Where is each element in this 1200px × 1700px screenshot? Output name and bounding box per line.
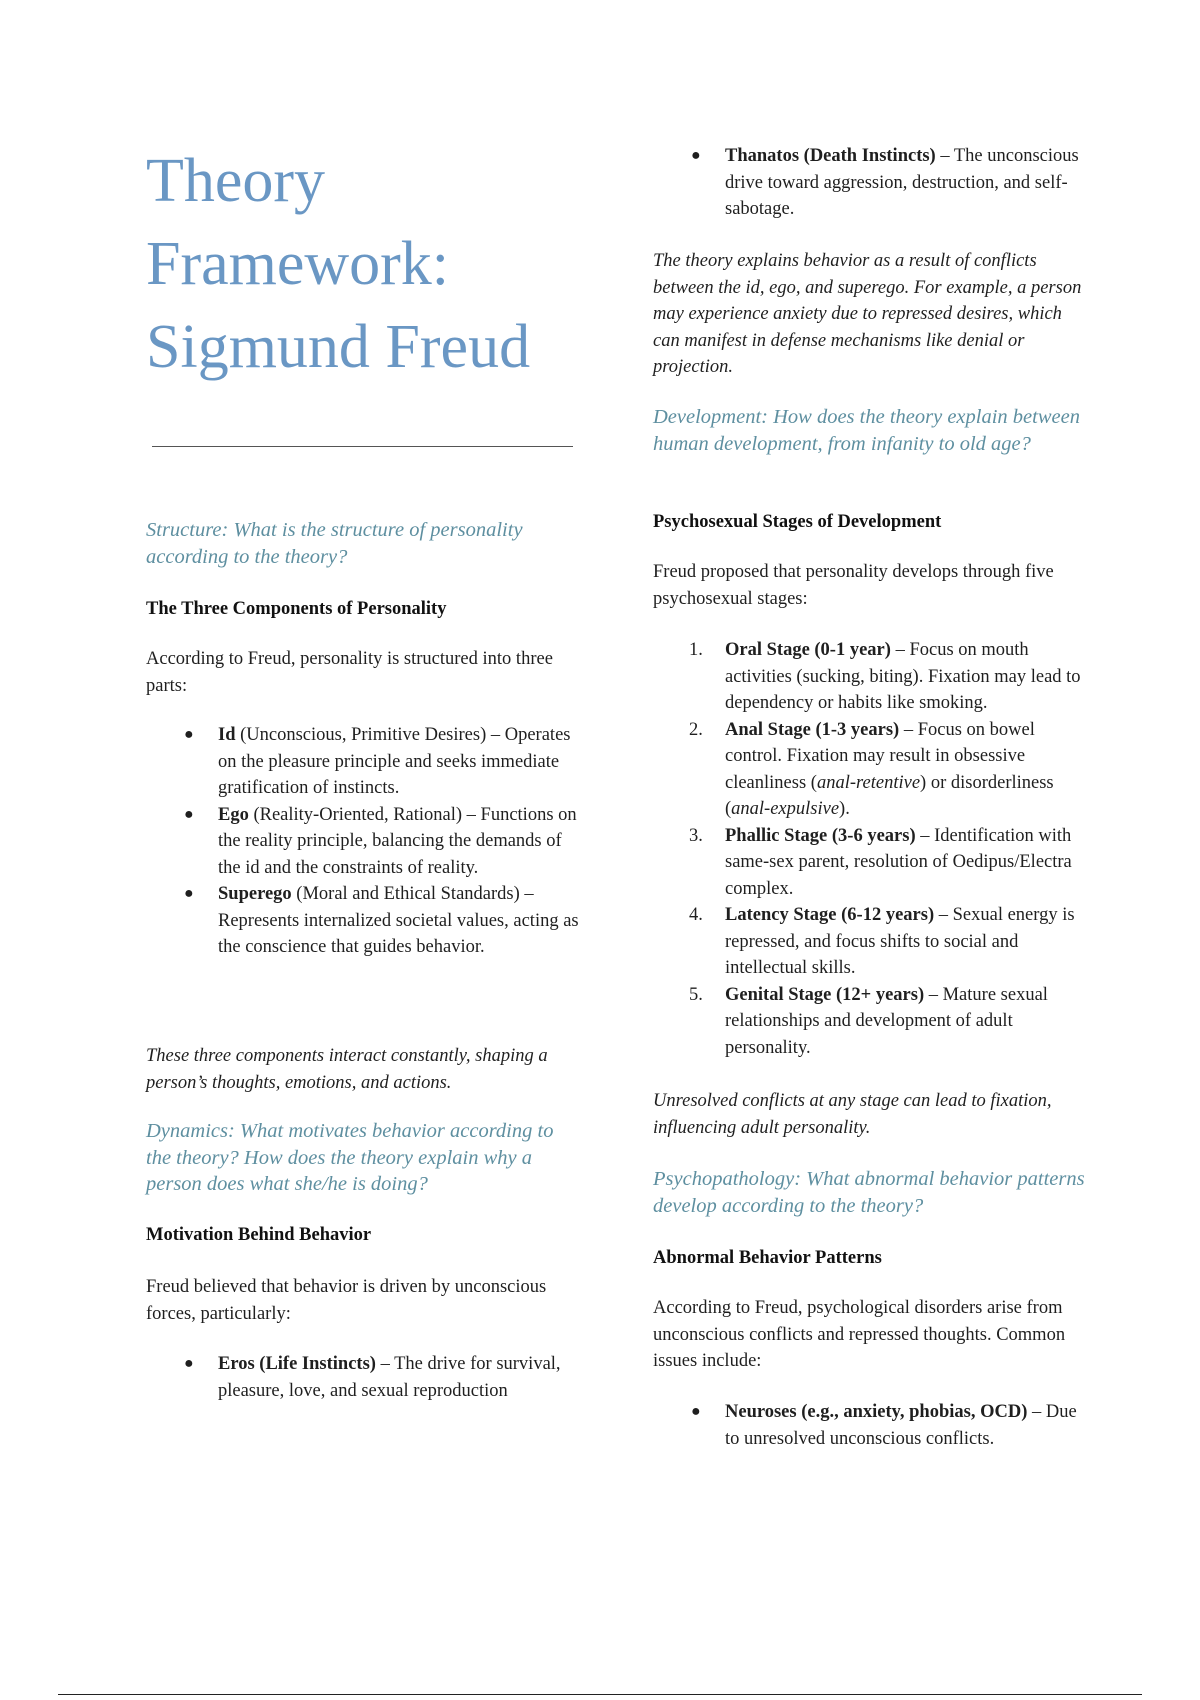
item-term: Eros (Life Instincts) [218,1354,376,1374]
list-item-thanatos [653,143,1093,223]
item-number: 2. [689,719,703,740]
title-line-1: Theory [146,147,326,215]
structure-summary: These three components interact constantly, shaping a person’s thoughts, emotions, and actions. [146,1046,548,1093]
page-title [146,140,586,389]
bullet-icon: ● [691,1403,701,1420]
psychopathology-heading: Abnormal Behavior Patterns [653,1248,882,1268]
item-text: – The unconscious drive toward aggression, destruction, and self-sabotage. [725,146,1079,219]
item-text: (Unconscious, Primitive Desires) – Operates on the pleasure principle and seeks immediate gratification of instincts. [218,725,571,798]
list-item-oral-stage [653,637,1093,717]
development-question: Development: How does the theory explain between human development, from infanity to old age? [653,406,1080,455]
structure-intro: According to Freud, personality is structured into three parts: [146,649,553,696]
title-line-3: Sigmund Freud [146,313,531,381]
list-item-phallic-stage [653,823,1093,903]
item-text: – Focus on bowel control. Fixation may result in obsessive cleanliness ( [725,719,1035,793]
instincts-list-right [653,143,1093,223]
item-text: – Due to unresolved unconscious conflicts. [725,1402,1077,1449]
bullet-icon: ● [184,1355,194,1372]
dynamics-summary: The theory explains behavior as a result of conflicts between the id, ego, and superego. For example, a person may experience anxiety due to repressed desires, which can manifest in defense mechanisms like denial or projection. [653,251,1082,377]
title-line-2: Framework: [146,230,450,298]
disorders-list [653,1399,1093,1452]
bullet-icon: ● [691,147,701,164]
structure-question: Structure: What is the structure of personality according to the theory? [146,519,523,568]
list-item-anal-stage [653,717,1093,823]
development-heading: Psychosexual Stages of Development [653,512,942,532]
item-emphasis: anal-expulsive [731,799,840,819]
item-term: Anal Stage (1-3 years) [725,719,900,740]
instincts-list-left [146,1351,582,1404]
item-term: Superego [218,884,292,904]
item-text: – Focus on mouth activities (sucking, biting). Fixation may lead to dependency or habits like smoking. [725,640,1081,713]
item-term: Thanatos (Death Instincts) [725,146,936,166]
list-item-genital-stage [653,982,1093,1062]
item-number: 5. [689,984,703,1005]
item-number: 3. [689,825,703,846]
item-text: ). [839,799,850,819]
dynamics-intro: Freud believed that behavior is driven by unconscious forces, particularly: [146,1277,547,1324]
item-text: – Mature sexual relationships and development of adult personality. [725,984,1048,1058]
item-term: Neuroses (e.g., anxiety, phobias, OCD) [725,1402,1028,1422]
item-text: (Moral and Ethical Standards) – Represents internalized societal values, acting as the conscience that guides behavior. [218,884,579,957]
dynamics-heading: Motivation Behind Behavior [146,1225,372,1245]
bullet-icon: ● [184,805,194,823]
item-term: Ego [218,804,249,825]
title-divider [152,446,573,447]
item-term: Latency Stage (6-12 years) [725,905,935,925]
psychopathology-intro: According to Freud, psychological disorders arise from unconscious conflicts and repressed thoughts. Common issues include: [653,1298,1066,1371]
item-text: – Identification with same-sex parent, resolution of Oedipus/Electra complex. [725,825,1072,899]
dynamics-question: Dynamics: What motivates behavior according to the theory? How does the theory explain why a person does what she/he is doing? [146,1120,554,1195]
item-term: Oral Stage (0-1 year) [725,640,891,660]
list-item-superego [146,881,582,961]
item-term: Id [218,725,236,745]
development-summary: Unresolved conflicts at any stage can lead to fixation, influencing adult personality. [653,1091,1052,1138]
item-term: Genital Stage (12+ years) [725,984,925,1005]
bullet-icon: ● [184,726,194,743]
stages-list [653,637,1093,1061]
psychopathology-question: Psychopathology: What abnormal behavior patterns develop according to the theory? [653,1168,1085,1217]
item-number: 1. [689,640,703,660]
item-term: Phallic Stage (3-6 years) [725,825,916,846]
list-item-eros [146,1351,582,1404]
item-number: 4. [689,905,703,925]
item-text: – The drive for survival, pleasure, love, and sexual reproduction [218,1354,561,1401]
development-intro: Freud proposed that personality develops through five psychosexual stages: [653,562,1054,609]
item-text: (Reality-Oriented, Rational) – Functions on the reality principle, balancing the demands of the id and the constraints of reality. [218,804,577,878]
list-item-neuroses [653,1399,1093,1452]
item-text: – Sexual energy is repressed, and focus shifts to social and intellectual skills. [725,905,1075,978]
list-item-ego [146,802,582,882]
components-list [146,722,582,961]
bullet-icon: ● [184,885,194,902]
item-text: ) or disorderliness ( [725,772,1054,819]
item-emphasis: anal-retentive [816,772,921,793]
list-item-latency-stage [653,902,1093,982]
structure-heading: The Three Components of Personality [146,599,447,619]
page-bottom-divider [58,1694,1142,1695]
list-item-id [146,722,582,802]
